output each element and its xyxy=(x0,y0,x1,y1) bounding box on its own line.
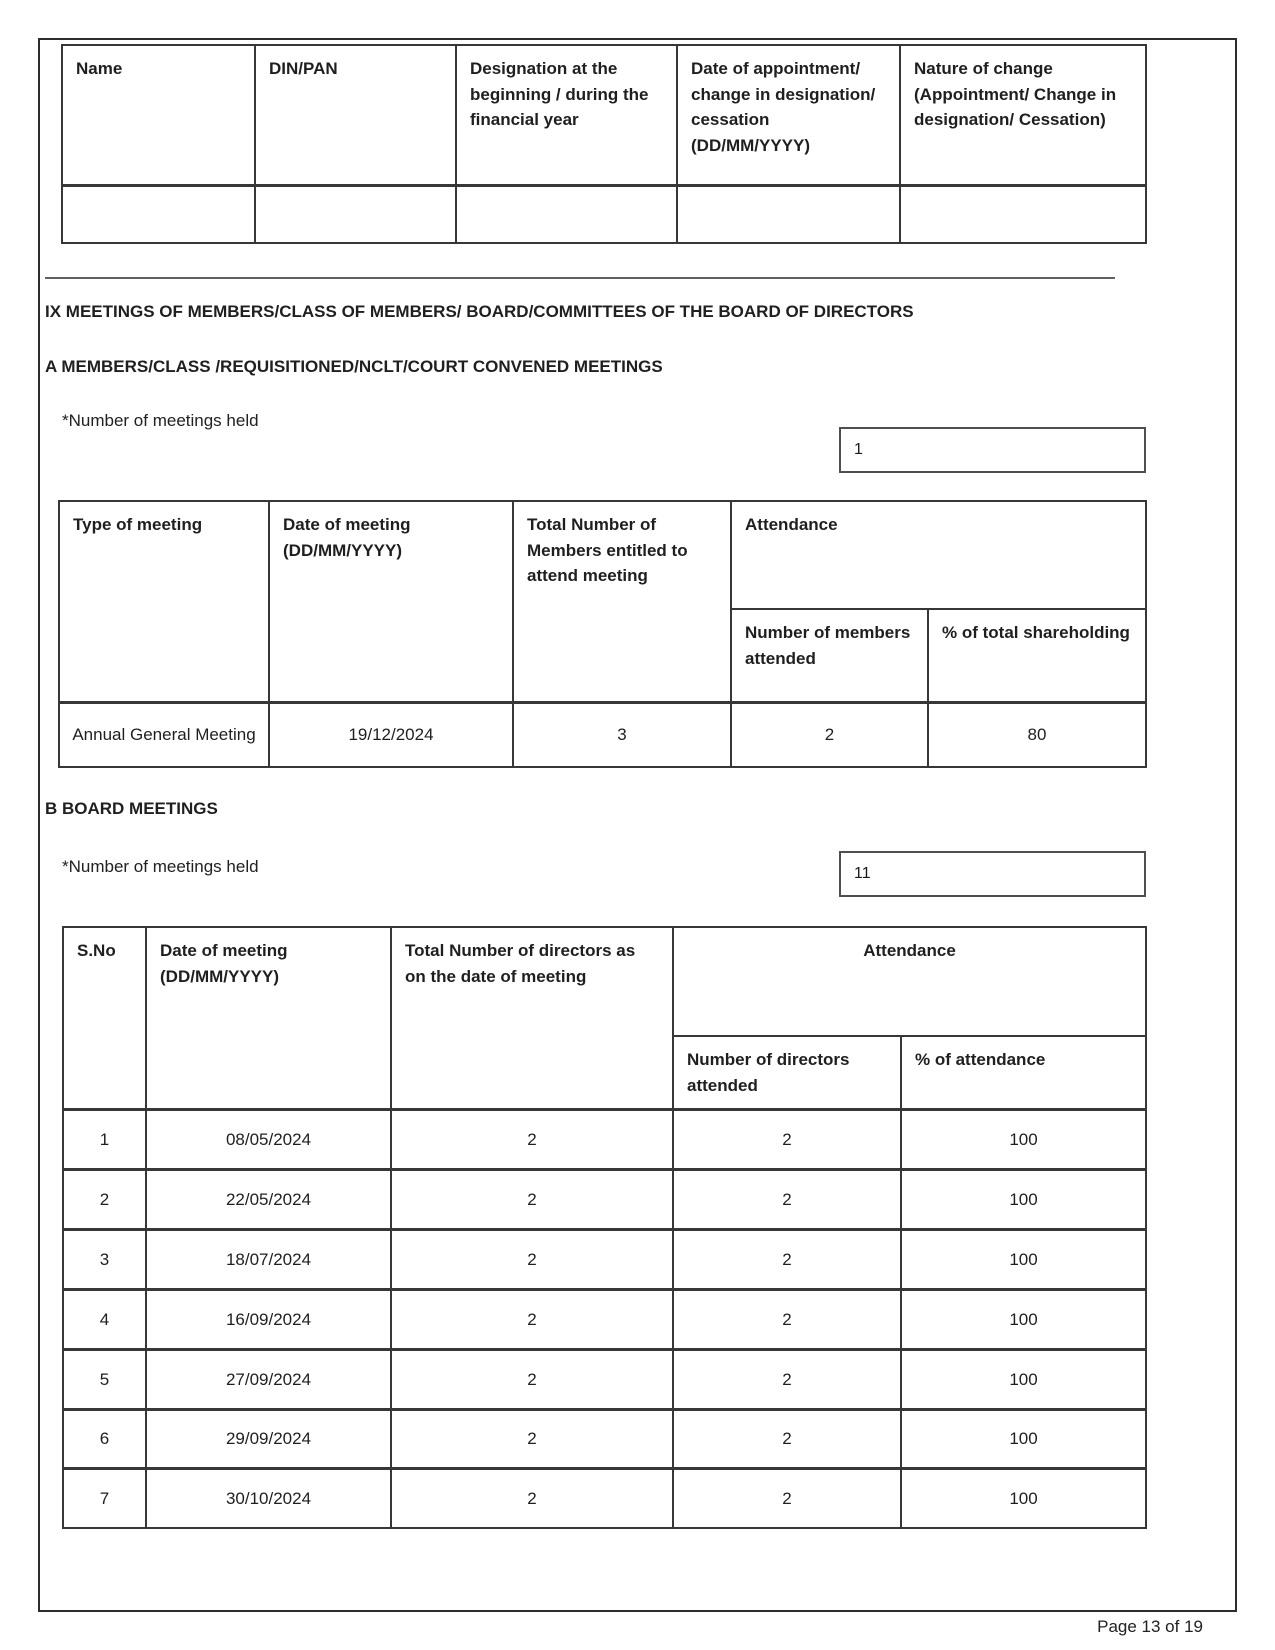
cell-sno: 6 xyxy=(63,1410,146,1469)
cell-total-directors: 2 xyxy=(391,1410,673,1469)
cell-directors-attended: 2 xyxy=(673,1410,901,1469)
cell-total-members: 3 xyxy=(513,702,731,767)
table-row xyxy=(63,1290,1146,1350)
col-header-members-attended: Number of members attended xyxy=(731,609,928,702)
cell-total-directors: 2 xyxy=(391,1469,673,1528)
col-header-attendance: Attendance xyxy=(731,501,1146,609)
cell-meeting-date: 18/07/2024 xyxy=(146,1230,391,1290)
col-header-date-of-appointment: Date of appointment/ change in designation/ cessation (DD/MM/YYYY) xyxy=(677,45,900,185)
meetings-held-input-a[interactable] xyxy=(839,427,1146,473)
col-header-pct-shareholding: % of total shareholding xyxy=(928,609,1146,702)
cell-pct-shareholding: 80 xyxy=(928,702,1146,767)
cell-meeting-date: 08/05/2024 xyxy=(146,1110,391,1170)
table-row xyxy=(63,1350,1146,1410)
cell-meeting-date: 27/09/2024 xyxy=(146,1350,391,1410)
col-header-nature-of-change: Nature of change (Appointment/ Change in designation/ Cessation) xyxy=(900,45,1146,185)
cell-pct-attendance: 100 xyxy=(901,1290,1146,1350)
board-meetings-table xyxy=(62,926,1147,1529)
empty-cell xyxy=(255,185,456,243)
col-header-sno: S.No xyxy=(63,927,146,1110)
cell-sno: 1 xyxy=(63,1110,146,1170)
cell-directors-attended: 2 xyxy=(673,1290,901,1350)
cell-directors-attended: 2 xyxy=(673,1170,901,1230)
cell-pct-attendance: 100 xyxy=(901,1230,1146,1290)
table-row xyxy=(63,1469,1146,1528)
cell-meeting-type: Annual General Meeting xyxy=(59,702,269,767)
section-separator xyxy=(45,277,1115,279)
members-meetings-table xyxy=(58,500,1147,768)
section-ix-title: IX MEETINGS OF MEMBERS/CLASS OF MEMBERS/ BOARD/COMMITTEES OF THE BOARD OF DIRECTORS xyxy=(45,302,914,321)
col-header-din-pan: DIN/PAN xyxy=(255,45,456,185)
empty-cell xyxy=(677,185,900,243)
meetings-held-input-b[interactable] xyxy=(839,851,1146,897)
section-b-title: B BOARD MEETINGS xyxy=(45,799,218,818)
cell-meeting-date: 22/05/2024 xyxy=(146,1170,391,1230)
director-changes-table xyxy=(61,44,1147,244)
col-header-date-of-meeting: Date of meeting (DD/MM/YYYY) xyxy=(269,501,513,702)
table-row xyxy=(59,702,1146,767)
empty-cell xyxy=(62,185,255,243)
table-row xyxy=(63,1170,1146,1230)
table-row xyxy=(63,1110,1146,1170)
page-number: Page 13 of 19 xyxy=(1097,1617,1203,1636)
cell-total-directors: 2 xyxy=(391,1230,673,1290)
table-row xyxy=(63,1230,1146,1290)
col-header-name: Name xyxy=(62,45,255,185)
cell-sno: 2 xyxy=(63,1170,146,1230)
cell-sno: 5 xyxy=(63,1350,146,1410)
cell-total-directors: 2 xyxy=(391,1350,673,1410)
col-header-total-directors: Total Number of directors as on the date of meeting xyxy=(391,927,673,1110)
cell-meeting-date: 30/10/2024 xyxy=(146,1469,391,1528)
table-row xyxy=(63,1410,1146,1469)
col-header-pct-attendance: % of attendance xyxy=(901,1036,1146,1110)
cell-directors-attended: 2 xyxy=(673,1469,901,1528)
cell-total-directors: 2 xyxy=(391,1170,673,1230)
cell-total-directors: 2 xyxy=(391,1110,673,1170)
col-header-designation: Designation at the beginning / during the financial year xyxy=(456,45,677,185)
col-header-date-of-meeting: Date of meeting (DD/MM/YYYY) xyxy=(146,927,391,1110)
empty-cell xyxy=(456,185,677,243)
cell-total-directors: 2 xyxy=(391,1290,673,1350)
section-a-title: A MEMBERS/CLASS /REQUISITIONED/NCLT/COURT CONVENED MEETINGS xyxy=(45,357,663,376)
cell-directors-attended: 2 xyxy=(673,1110,901,1170)
cell-sno: 3 xyxy=(63,1230,146,1290)
cell-directors-attended: 2 xyxy=(673,1350,901,1410)
empty-cell xyxy=(900,185,1146,243)
cell-directors-attended: 2 xyxy=(673,1230,901,1290)
col-header-total-members: Total Number of Members entitled to attend meeting xyxy=(513,501,731,702)
cell-pct-attendance: 100 xyxy=(901,1170,1146,1230)
cell-pct-attendance: 100 xyxy=(901,1410,1146,1469)
cell-meeting-date: 29/09/2024 xyxy=(146,1410,391,1469)
cell-pct-attendance: 100 xyxy=(901,1350,1146,1410)
cell-sno: 7 xyxy=(63,1469,146,1528)
table-row xyxy=(62,185,1146,243)
cell-members-attended: 2 xyxy=(731,702,928,767)
cell-meeting-date: 19/12/2024 xyxy=(269,702,513,767)
cell-pct-attendance: 100 xyxy=(901,1110,1146,1170)
meetings-held-label-b: *Number of meetings held xyxy=(62,857,259,876)
col-header-type-of-meeting: Type of meeting xyxy=(59,501,269,702)
cell-pct-attendance: 100 xyxy=(901,1469,1146,1528)
meetings-held-label-a: *Number of meetings held xyxy=(62,411,259,430)
col-header-attendance: Attendance xyxy=(673,927,1146,1036)
col-header-directors-attended: Number of directors attended xyxy=(673,1036,901,1110)
cell-meeting-date: 16/09/2024 xyxy=(146,1290,391,1350)
cell-sno: 4 xyxy=(63,1290,146,1350)
